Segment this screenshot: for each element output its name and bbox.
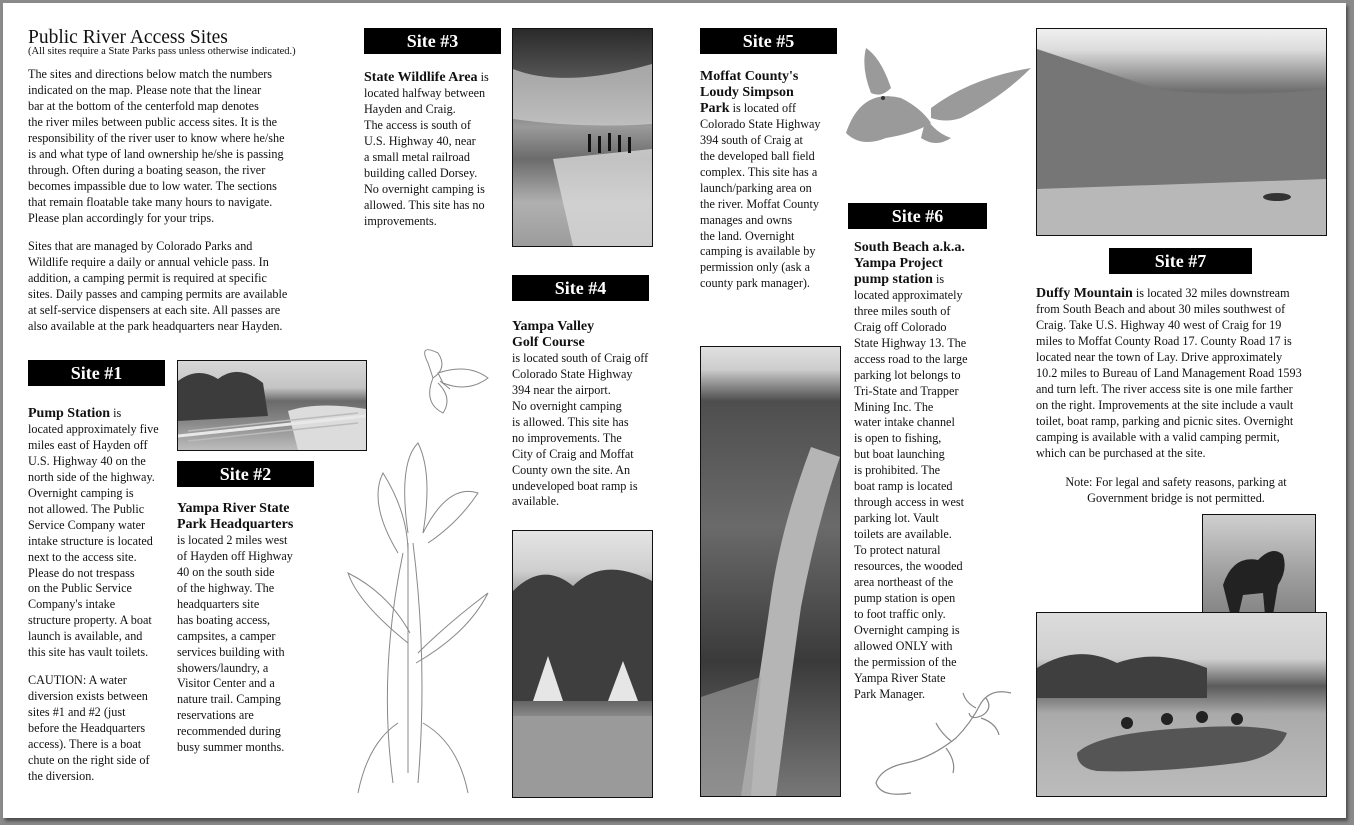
site-7-name: Duffy Mountain	[1036, 286, 1133, 301]
site-6-name: South Beach a.k.a.	[854, 240, 965, 255]
site-4-text: Yampa Valley Golf Course is located south of Craig off Colorado State Highway 394 near the airport. No overnight camping is allowed. This site has no improvements. The City of Craig and Moffat County own the site. An undeveloped boat ramp is available.	[512, 319, 662, 510]
canyon-photo	[700, 346, 841, 797]
site-4-header: Site #4	[512, 275, 649, 301]
wildflower-illustration	[338, 343, 513, 803]
site-1-name: Pump Station	[28, 406, 111, 421]
site-2-name: Yampa River State	[177, 501, 290, 516]
site-3-header: Site #3	[364, 28, 501, 54]
site-2-text: Yampa River State Park Headquarters is located 2 miles west of Hayden off Highway 40 on the south side of the highway. The headquarters site has boating access, campsites, a camper services building with showers/laundry, a Visitor Center and a nature trail. Camping reservations are recommended during busy summer months.	[177, 501, 337, 756]
site-6-text: South Beach a.k.a. Yampa Project pump station is located approximately three miles south of Craig off Colorado State Highway 13. The access road to the large parking lot belongs to Tri-State and Trapper Mining Inc. The water intake channel is open to fishing, but boat launching is prohibited. The boat ramp is located through access in west parking lot. Vault toilets are available. To protect natural resources, the wooded area northeast of the pump station is open to foot traffic only. Overnight camping is allowed ONLY with the permission of the Yampa River State Park Manager.	[854, 240, 1004, 703]
page-title: Public River Access Sites	[28, 27, 228, 48]
site-5-name: Moffat County's	[700, 69, 799, 84]
site-5-header: Site #5	[700, 28, 837, 54]
site-3-text: State Wildlife Area is located halfway between Hayden and Craig. The access is south of U.S. Highway 40, near a small metal railroad building called Dorsey. No overnight camping is allowed. This site has no improvements.	[364, 70, 489, 228]
site-3-name: State Wildlife Area	[364, 70, 478, 85]
intro-paragraph-1: The sites and directions below match the numbers indicated on the map. Please note that the linear bar at the bottom of the centerfold map denotes the river miles between public access sites. It is the responsibility of the river user to know where he/she is and what type of land ownership he/she is passing through. Often during a boating season, the river becomes impassible due to low water. The sections that remain floatable take many hours to navigate. Please plan accordingly for your trips.	[28, 67, 285, 225]
state-wildlife-area-photo	[512, 28, 653, 247]
lizard-illustration	[871, 683, 1021, 803]
site-6-header: Site #6	[848, 203, 987, 229]
brochure-page	[3, 3, 1346, 818]
site-2-header: Site #2	[177, 461, 314, 487]
intro-paragraph-2: Sites that are managed by Colorado Parks and Wildlife require a daily or annual vehicle pass. In addition, a camping permit is required at specific sites. Daily passes and camping permits are available at self-service dispensers at each site. All passes are also available at the park headquarters near Hayden.	[28, 239, 288, 333]
duffy-mountain-cliff-photo	[1036, 28, 1327, 236]
eagle-illustration	[841, 38, 1036, 163]
parking-note: Note: For legal and safety reasons, parking at Government bridge is not permitted.	[1065, 475, 1287, 505]
caution-text: CAUTION: A water diversion exists between sites #1 and #2 (just before the Headquarters access). There is a boat chute on the right side of the diversion.	[28, 673, 150, 783]
rafting-photo	[1036, 612, 1327, 797]
site-1-text: Pump Station is located approximately five miles east of Hayden off U.S. Highway 40 on the north side of the highway. Overnight camping is not allowed. The Public Service Company water intake structure is located next to the access site. Please do not trespass on the Public Service Company's intake structure property. A boat launch is available, and this site has vault toilets.	[28, 406, 159, 660]
site-4-name: Yampa Valley	[512, 319, 595, 334]
site-5-text: Moffat County's Loudy Simpson Park is located off Colorado State Highway 394 south of Craig at the developed ball field complex. This site has a launch/parking area on the river. Moffat County manages and owns the land. Overnight camping is available by permission only (ask a county park manager).	[700, 69, 840, 292]
golf-course-photo	[512, 530, 653, 798]
site-1-header: Site #1	[28, 360, 165, 386]
page-subtitle: (All sites require a State Parks pass unless otherwise indicated.)	[28, 46, 296, 57]
site-7-text: Duffy Mountain is located 32 miles downstream from South Beach and about 30 miles southwest of Craig. Take U.S. Highway 40 west of Craig for 19 miles to Moffat County Road 17. County Road 17 is located near the town of Lay. Drive approximately 10.2 miles to Bureau of Land Management Road 1593 and turn left. The river access site is one mile farther on the right. Improvements at the site include a vault toilet, boat ramp, parking and picnic sites. Overnight camping is available with a valid camping permit, which can be purchased at the site.	[1036, 286, 1302, 460]
site-7-header: Site #7	[1109, 248, 1252, 274]
